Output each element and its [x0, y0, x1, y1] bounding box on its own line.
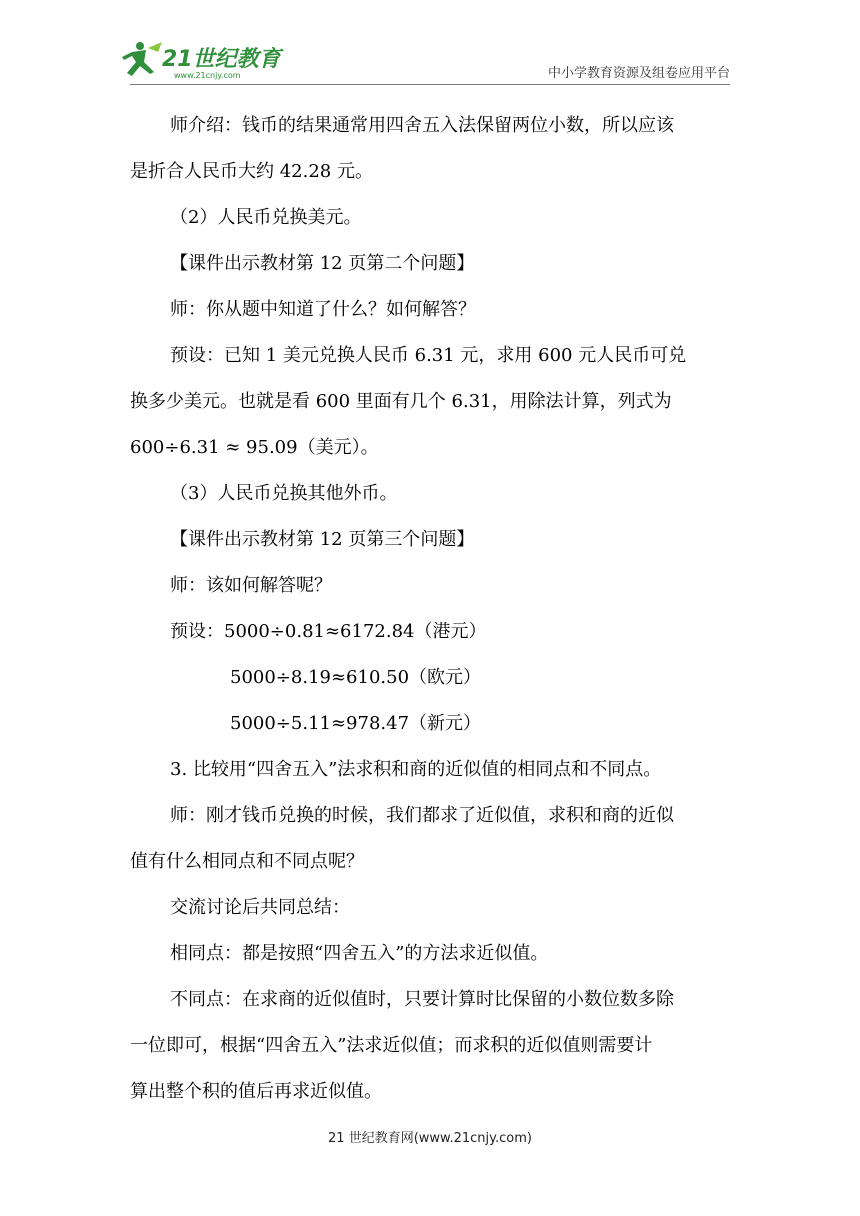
paragraph: 换多少美元。也就是看 600 里面有几个 6.31，用除法计算，列式为: [130, 391, 672, 412]
equation: 5000÷5.11≈978.47（新元）: [230, 713, 482, 734]
paragraph: 算出整个积的值后再求近似值。: [130, 1081, 382, 1102]
courseware-note: 【课件出示教材第 12 页第二个问题】: [170, 253, 475, 274]
paragraph: 预设：已知 1 美元兑换人民币 6.31 元，求用 600 元人民币可兑: [170, 345, 687, 366]
page-footer: 21 世纪教育网(www.21cnjy.com): [328, 1131, 532, 1146]
paragraph: 不同点：在求商的近似值时，只要计算时比保留的小数位数多除: [170, 989, 674, 1010]
site-logo: [118, 38, 288, 82]
equation: 预设：5000÷0.81≈6172.84（港元）: [170, 621, 487, 642]
svg-text:www.21cnjy.com: www.21cnjy.com: [174, 71, 241, 80]
section-heading: （3）人民币兑换其他外币。: [170, 483, 398, 504]
courseware-note: 【课件出示教材第 12 页第三个问题】: [170, 529, 475, 550]
equation: 5000÷8.19≈610.50（欧元）: [230, 667, 482, 688]
paragraph: 师：刚才钱币兑换的时候，我们都求了近似值，求积和商的近似: [170, 805, 674, 826]
paragraph: 师：该如何解答呢？: [170, 575, 332, 596]
paragraph: 是折合人民币大约 42.28 元。: [130, 161, 373, 182]
header-divider: [130, 84, 730, 85]
platform-title: 中小学教育资源及组卷应用平台: [547, 66, 730, 81]
paragraph: 师介绍：钱币的结果通常用四舍五入法保留两位小数，所以应该: [170, 115, 674, 136]
paragraph: 值有什么相同点和不同点呢？: [130, 851, 364, 872]
paragraph: 师：你从题中知道了什么？如何解答？: [170, 299, 476, 320]
equation: 600÷6.31 ≈ 95.09（美元）。: [130, 437, 379, 458]
section-heading: （2）人民币兑换美元。: [170, 207, 362, 228]
document-body: [130, 103, 730, 1115]
paragraph: 一位即可，根据“四舍五入”法求近似值；而求积的近似值则需要计: [130, 1035, 653, 1056]
svg-text:21世纪教育: 21世纪教育: [162, 47, 281, 72]
section-heading: 3. 比较用“四舍五入”法求积和商的近似值的相同点和不同点。: [170, 759, 662, 780]
page-header: [0, 0, 860, 90]
paragraph: 交流讨论后共同总结：: [170, 897, 350, 918]
paragraph: 相同点：都是按照“四舍五入”的方法求近似值。: [170, 943, 549, 964]
